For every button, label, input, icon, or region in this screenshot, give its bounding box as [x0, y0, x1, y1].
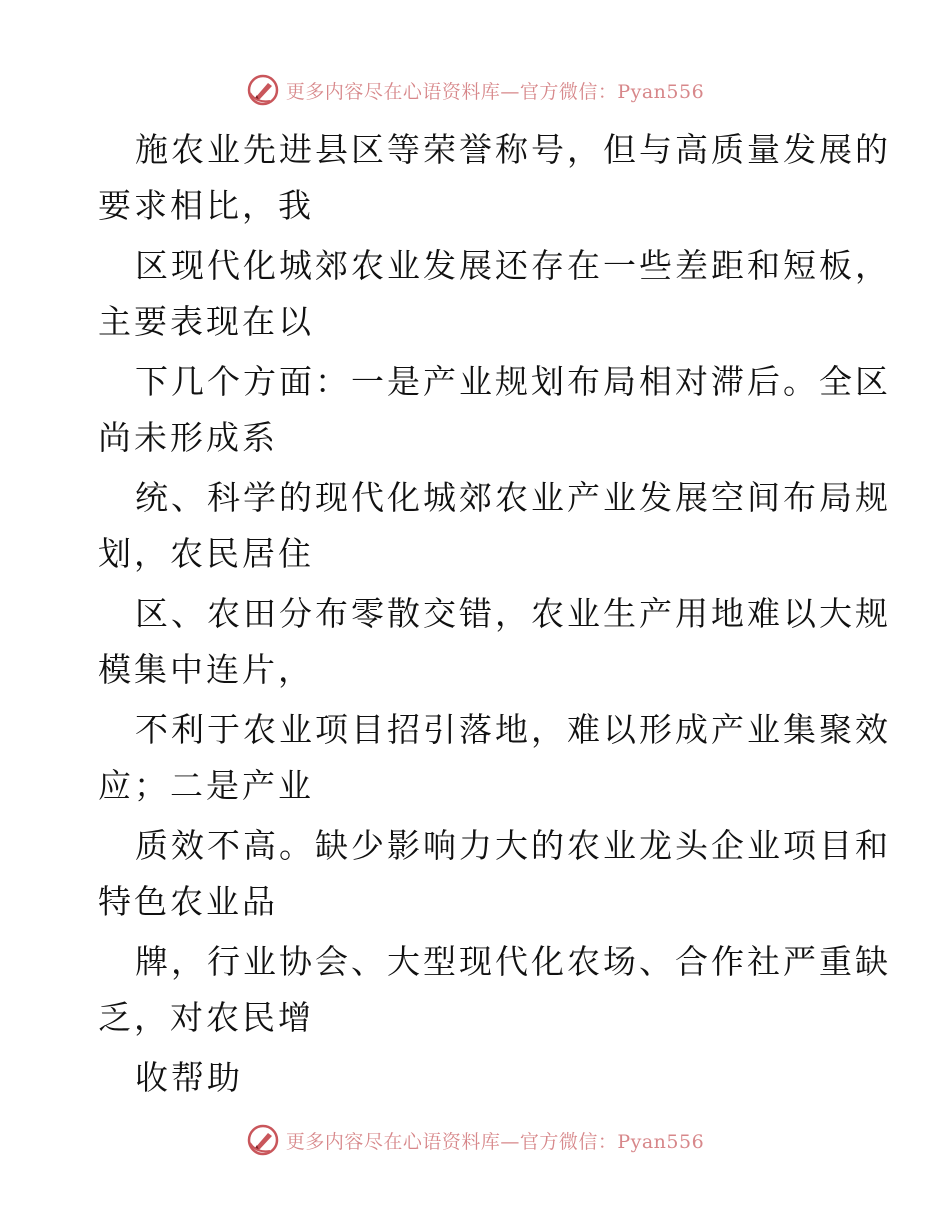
text-line: 应；二是产业: [98, 766, 314, 805]
text-line: 不利于农业项目招引落地，难以形成产业集聚效: [135, 710, 891, 749]
text-line: 模集中连片，: [98, 650, 314, 689]
header-watermark: [0, 70, 950, 110]
text-line: 区现代化城郊农业发展还存在一些差距和短板，: [135, 246, 891, 285]
watermark-text: 更多内容尽在心语资料库—官方微信：Pyan556: [285, 1130, 705, 1153]
text-line: 特色农业品: [98, 882, 278, 921]
text-line: 收帮助: [135, 1058, 243, 1097]
footer-watermark: [0, 1120, 950, 1160]
text-line: 划，农民居住: [98, 534, 314, 573]
text-line: 统、科学的现代化城郊农业产业发展空间布局规: [135, 478, 891, 517]
text-line: 质效不高。缺少影响力大的农业龙头企业项目和: [135, 826, 891, 865]
text-line: 要求相比，我: [98, 186, 314, 225]
text-line: 牌，行业协会、大型现代化农场、合作社严重缺: [135, 942, 891, 981]
text-line: 主要表现在以: [98, 302, 314, 341]
text-line: 乏，对农民增: [98, 998, 314, 1037]
pen-logo-icon: [246, 73, 280, 107]
text-line: 施农业先进县区等荣誉称号，但与高质量发展的: [135, 130, 891, 169]
text-line: 区、农田分布零散交错，农业生产用地难以大规: [135, 594, 891, 633]
watermark-text: 更多内容尽在心语资料库—官方微信：Pyan556: [285, 80, 705, 103]
pen-logo-icon: [246, 1123, 280, 1157]
text-line: 下几个方面：一是产业规划布局相对滞后。全区: [135, 362, 891, 401]
text-line: 尚未形成系: [98, 418, 278, 457]
